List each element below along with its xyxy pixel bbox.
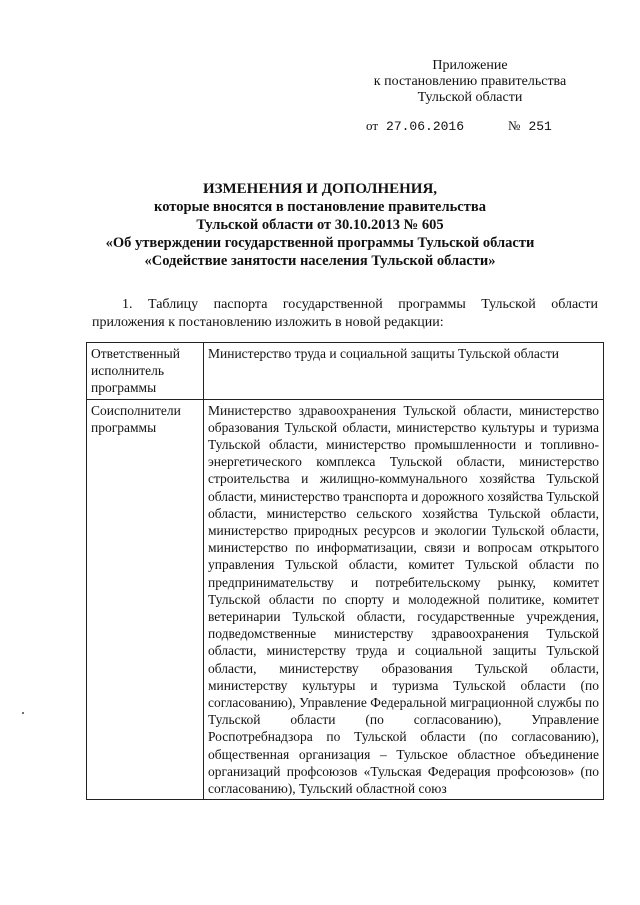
title-main: ИЗМЕНЕНИЯ И ДОПОЛНЕНИЯ, [202, 181, 438, 197]
title-line-4: «Об утверждении государственной программы Тульской области [105, 235, 535, 251]
title-line-2: которые вносятся в постановление правительства [154, 199, 486, 215]
appendix-region: Тульской области [417, 90, 523, 105]
title-line-5: «Содействие занятости населения Тульской области» [144, 253, 496, 269]
title-line-3: Тульской области от 30.10.2013 № 605 [196, 217, 444, 233]
passport-table [86, 342, 604, 800]
date-prefix: от [366, 118, 379, 133]
appendix-resolution-ref: к постановлению правительства [373, 74, 567, 89]
number-sign: № [508, 118, 521, 133]
table-row [87, 343, 604, 400]
date-number-line [366, 118, 586, 134]
appendix-label: Приложение [432, 58, 508, 73]
appendix-header [360, 58, 580, 106]
table-cell-label: Соисполнители программы [87, 399, 204, 800]
resolution-date: 27.06.2016 [386, 119, 465, 134]
table-cell-value: Министерство труда и социальной защиты Тульской области [204, 343, 604, 400]
table-cell-label: Ответственный исполнитель программы [87, 343, 204, 400]
table-cell-value: Министерство здравоохранения Тульской области, министерство образования Тульской области, министерство культуры и туризма Тульской области, министерство промышленности и топливно-энергетического комплекса Тульской области, министерство строительства и жилищно-коммунального хозяйства Тульской области, министерство транспорта и дорожного хозяйства Тульской области, министерство сельского хозяйства Тульской области, министерство природных ресурсов и экологии Тульской области, министерство по информатизации, связи и вопросам открытого управления Тульской области, комитет Тульской области по предпринимательству и потребительскому рынку, комитет Тульской области по спорту и молодежной политике, комитет ветеринарии Тульской области, государственные учреждения, подведомственные министерству здравоохранения Тульской области, министерству труда и социальной защиты Тульской области, министерству образования Тульской области, министерству культуры и туризма Тульской области (по согласованию), Управление Федеральной миграционной службы по Тульской области (по согласованию), Управление Роспотребнадзора по Тульской области (по согласованию), общественная организация – Тульское областное объединение организаций профсоюзов «Тульская Федерация профсоюзов» (по согласованию), Тульский областной союз [204, 399, 604, 800]
document-title [80, 180, 560, 270]
resolution-number: 251 [528, 119, 552, 134]
paragraph-1 [92, 296, 598, 332]
scan-speck [22, 712, 24, 714]
paragraph-1-text: 1. Таблицу паспорта государственной программы Тульской области приложения к постановлению изложить в новой редакции: [92, 297, 598, 330]
table-row [87, 399, 604, 800]
